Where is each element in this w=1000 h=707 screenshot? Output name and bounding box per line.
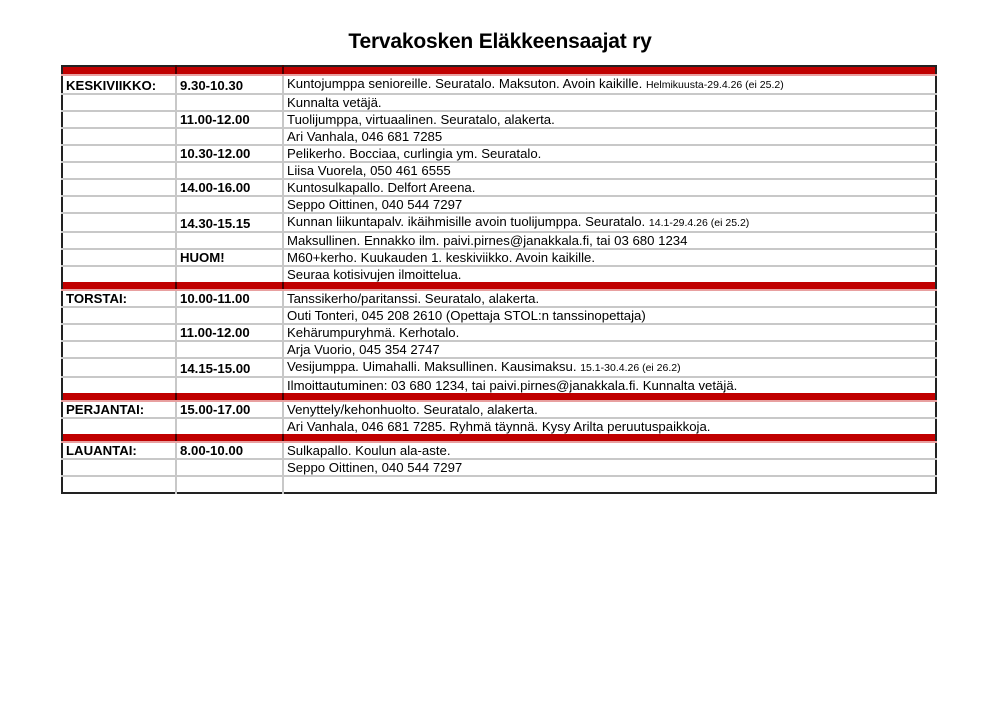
time-cell: 8.00-10.00: [176, 442, 283, 459]
time-cell: [176, 94, 283, 111]
activity-cell: [283, 377, 936, 393]
schedule-row: [62, 324, 936, 341]
schedule-row: [62, 358, 936, 377]
activity-cell: [283, 145, 936, 162]
schedule-row: [62, 94, 936, 111]
activity-text: Kehärumpuryhmä. Kerhotalo.: [287, 325, 460, 340]
schedule-row: [62, 128, 936, 145]
day-cell: [62, 307, 176, 324]
activity-text: Kuntojumppa senioreille. Seuratalo. Maksuton. Avoin kaikille.: [287, 76, 643, 91]
schedule-row: [62, 290, 936, 307]
activity-cell: [283, 266, 936, 282]
activity-text: Maksullinen. Ennakko ilm. paivi.pirnes@janakkala.fi, tai 03 680 1234: [287, 233, 688, 248]
schedule-row: [62, 401, 936, 418]
time-cell: [176, 196, 283, 213]
section-divider: [62, 282, 936, 290]
activity-text: Seuraa kotisivujen ilmoittelua.: [287, 267, 462, 282]
page-title: Tervakosken Eläkkeensaajat ry: [348, 30, 652, 53]
divider-cell: [283, 393, 936, 401]
time-cell: 10.30-12.00: [176, 145, 283, 162]
schedule-row: [62, 196, 936, 213]
activity-cell: [283, 75, 936, 94]
schedule-row: [62, 266, 936, 282]
time-cell: 9.30-10.30: [176, 75, 283, 94]
divider-cell: [62, 282, 176, 290]
activity-text: Kunnalta vetäjä.: [287, 95, 382, 110]
activity-text: Pelikerho. Bocciaa, curlingia ym. Seuratalo.: [287, 146, 542, 161]
section-divider: [62, 66, 936, 75]
activity-cell: [283, 128, 936, 145]
day-cell: [62, 232, 176, 249]
activity-text: Sulkapallo. Koulun ala-aste.: [287, 443, 451, 458]
schedule-row: [62, 442, 936, 459]
date-note: Helmikuusta-29.4.26 (ei 25.2): [645, 79, 784, 91]
activity-cell: [283, 111, 936, 128]
time-cell: [176, 128, 283, 145]
day-cell: [62, 358, 176, 377]
divider-cell: [283, 66, 936, 75]
time-cell: [176, 459, 283, 476]
time-cell: 15.00-17.00: [176, 401, 283, 418]
schedule-row: [62, 111, 936, 128]
day-cell: [62, 418, 176, 434]
time-cell: 11.00-12.00: [176, 111, 283, 128]
day-cell: TORSTAI:: [62, 290, 176, 307]
time-cell: [176, 266, 283, 282]
day-cell: [62, 459, 176, 476]
time-cell: [176, 377, 283, 393]
activity-cell: [283, 213, 936, 232]
time-cell: 14.30-15.15: [176, 213, 283, 232]
activity-cell: [283, 476, 936, 493]
day-cell: [62, 162, 176, 179]
activity-cell: [283, 196, 936, 213]
schedule-row: [62, 341, 936, 358]
schedule-row: [62, 232, 936, 249]
activity-cell: [283, 401, 936, 418]
divider-cell: [62, 393, 176, 401]
activity-text: Seppo Oittinen, 040 544 7297: [287, 460, 463, 475]
divider-cell: [62, 66, 176, 75]
time-cell: 11.00-12.00: [176, 324, 283, 341]
activity-cell: [283, 307, 936, 324]
activity-cell: [283, 232, 936, 249]
activity-cell: [283, 442, 936, 459]
activity-cell: [283, 358, 936, 377]
divider-cell: [283, 434, 936, 442]
activity-text: M60+kerho. Kuukauden 1. keskiviikko. Avoin kaikille.: [287, 250, 595, 265]
time-cell: [176, 476, 283, 493]
day-cell: KESKIVIIKKO:: [62, 75, 176, 94]
time-cell: 10.00-11.00: [176, 290, 283, 307]
day-cell: [62, 179, 176, 196]
schedule-row: [62, 162, 936, 179]
activity-text: Seppo Oittinen, 040 544 7297: [287, 197, 463, 212]
schedule-row: [62, 145, 936, 162]
date-note: 14.1-29.4.26 (ei 25.2): [648, 217, 750, 229]
activity-cell: [283, 418, 936, 434]
activity-text: Tanssikerho/paritanssi. Seuratalo, alakerta.: [287, 291, 540, 306]
activity-cell: [283, 341, 936, 358]
time-cell: 14.15-15.00: [176, 358, 283, 377]
divider-cell: [176, 434, 283, 442]
activity-text: Ari Vanhala, 046 681 7285: [287, 129, 443, 144]
day-cell: [62, 145, 176, 162]
schedule-row: [62, 179, 936, 196]
divider-cell: [283, 282, 936, 290]
activity-text: Kuntosulkapallo. Delfort Areena.: [287, 180, 476, 195]
activity-cell: [283, 94, 936, 111]
time-cell: [176, 341, 283, 358]
day-cell: [62, 324, 176, 341]
activity-cell: [283, 290, 936, 307]
activity-cell: [283, 459, 936, 476]
section-divider: [62, 393, 936, 401]
time-cell: [176, 232, 283, 249]
day-cell: [62, 476, 176, 493]
activity-cell: [283, 179, 936, 196]
schedule-row: [62, 213, 936, 232]
time-cell: HUOM!: [176, 249, 283, 266]
activity-text: Vesijumppa. Uimahalli. Maksullinen. Kausimaksu.: [287, 359, 577, 374]
activity-text: Ilmoittautuminen: 03 680 1234, tai paivi.pirnes@janakkala.fi. Kunnalta vetäjä.: [287, 378, 738, 393]
section-divider: [62, 434, 936, 442]
day-cell: PERJANTAI:: [62, 401, 176, 418]
activity-cell: [283, 249, 936, 266]
schedule-body: [62, 66, 936, 493]
day-cell: [62, 249, 176, 266]
day-cell: [62, 341, 176, 358]
schedule-row: [62, 75, 936, 94]
day-cell: [62, 128, 176, 145]
divider-cell: [62, 434, 176, 442]
schedule-row: [62, 307, 936, 324]
time-cell: [176, 162, 283, 179]
schedule-row: [62, 476, 936, 493]
divider-cell: [176, 282, 283, 290]
divider-cell: [176, 66, 283, 75]
day-cell: [62, 213, 176, 232]
schedule-row: [62, 418, 936, 434]
activity-cell: [283, 162, 936, 179]
activity-text: Arja Vuorio, 045 354 2747: [287, 342, 440, 357]
day-cell: [62, 196, 176, 213]
schedule-table: [61, 65, 937, 494]
activity-text: Venyttely/kehonhuolto. Seuratalo, alakerta.: [287, 402, 538, 417]
activity-text: Tuolijumppa, virtuaalinen. Seuratalo, alakerta.: [287, 112, 555, 127]
day-cell: [62, 94, 176, 111]
schedule-row: [62, 377, 936, 393]
time-cell: [176, 307, 283, 324]
activity-text: Ari Vanhala, 046 681 7285. Ryhmä täynnä. Kysy Arilta peruutuspaikkoja.: [287, 419, 711, 434]
day-cell: [62, 266, 176, 282]
activity-text: Outi Tonteri, 045 208 2610 (Opettaja STOL:n tanssinopettaja): [287, 308, 646, 323]
schedule-row: [62, 249, 936, 266]
schedule-row: [62, 459, 936, 476]
day-cell: [62, 111, 176, 128]
time-cell: [176, 418, 283, 434]
day-cell: LAUANTAI:: [62, 442, 176, 459]
day-cell: [62, 377, 176, 393]
divider-cell: [176, 393, 283, 401]
time-cell: 14.00-16.00: [176, 179, 283, 196]
activity-cell: [283, 324, 936, 341]
activity-text: Kunnan liikuntapalv. ikäihmisille avoin tuolijumppa. Seuratalo.: [287, 214, 646, 229]
date-note: 15.1-30.4.26 (ei 26.2): [580, 362, 681, 374]
activity-text: Liisa Vuorela, 050 461 6555: [287, 163, 451, 178]
